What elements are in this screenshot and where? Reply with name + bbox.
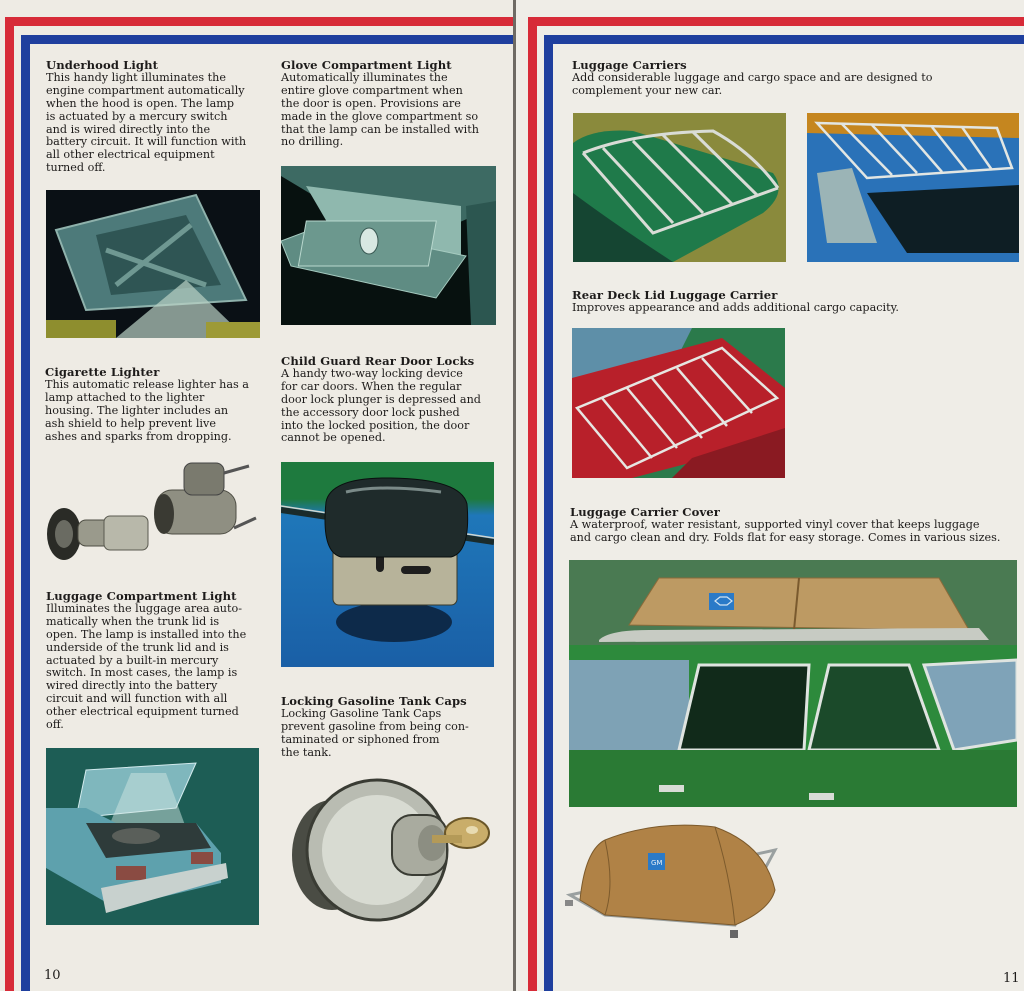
red-border-top [528,17,1024,26]
luggage-compartment-light-section [46,590,268,732]
item-desc-line: into the locked position, the door [281,418,470,432]
item-desc-line: A waterproof, water resistant, supported vinyl cover that keeps luggage [570,517,980,531]
item-desc-line: wired directly into the battery [46,679,218,693]
item-desc-line: the accessory door lock pushed [281,405,460,419]
item-desc-line: circuit and will function with all [46,692,228,706]
item-desc-line: no drilling. [281,135,344,149]
item-desc-line: ashes and sparks from dropping. [45,429,232,443]
item-desc-line: Automatically illuminates the [281,70,448,84]
carrier-cover-cutout-photo [565,815,787,940]
item-desc-line: battery circuit. It will function with [46,135,247,149]
gm-logo: GM [651,859,663,867]
glove-compartment-light-illustration [281,166,496,325]
item-desc-line: turned off. [46,161,106,175]
blue-border-left [544,35,553,991]
item-desc-line: Improves appearance and adds additional cargo capacity. [572,300,899,314]
item-title: Luggage Compartment Light [46,589,237,603]
page-number-left: 10 [44,968,61,983]
station-wagon-with-cover-photo [569,560,1017,807]
glove-compartment-light-section [281,59,501,149]
blue-border-top [21,35,514,44]
item-desc-line: underside of the trunk lid and is [46,640,229,654]
underhood-light-section [46,59,266,175]
item-desc-line: engine compartment automatically [46,83,245,97]
item-desc-line: housing. The lighter includes an [45,403,229,417]
red-deck-lid-carrier-photo [572,328,785,478]
luggage-carriers-section [572,59,1012,98]
carrier-cover-section [570,506,1024,545]
item-title: Luggage Carrier Cover [570,505,720,519]
item-desc-line: for car doors. When the regular [281,379,462,393]
item-title: Child Guard Rear Door Locks [281,354,475,368]
item-title: Locking Gasoline Tank Caps [281,694,467,708]
item-desc-line: prevent gasoline from being con- [281,719,469,733]
item-desc-line: taminated or siphoned from [281,732,440,746]
item-desc-line: Locking Gasoline Tank Caps [281,706,442,720]
item-desc-line: This automatic release lighter has a [45,377,249,391]
item-title: Underhood Light [46,58,159,72]
red-border-left [5,17,14,991]
item-desc-line: matically when the trunk lid is [46,614,220,628]
item-desc-line: door lock plunger is depressed and [281,392,481,406]
cigarette-lighter-section [45,366,267,443]
blue-roof-carrier-photo [807,113,1019,262]
item-desc-line: other electrical equipment turned [46,705,239,719]
locking-gas-caps-section [281,695,503,760]
item-desc-line: Add considerable luggage and cargo space and are designed to [572,70,933,84]
item-desc-line: lamp attached to the lighter [45,390,205,404]
item-desc-line: made in the glove compartment so [281,109,479,123]
item-desc-line: complement your new car. [572,83,723,97]
green-roof-carrier-photo [573,113,786,262]
door-lock-illustration [281,462,494,667]
item-desc-line: all other electrical equipment [46,148,215,162]
item-desc-line: off. [46,718,64,732]
item-desc-line: switch. In most cases, the lamp is [46,666,238,680]
item-desc-line: is actuated by a mercury switch [46,109,228,123]
cigarette-lighter-illustration [44,458,259,568]
item-desc-line: This handy light illuminates the [46,70,226,84]
item-desc-line: A handy two-way locking device [281,366,463,380]
item-desc-line: that the lamp can be installed with [281,122,479,136]
item-desc-line: when the hood is open. The lamp [46,96,235,110]
item-desc-line: cannot be opened. [281,431,386,445]
page-number-right: 11 [1003,971,1020,986]
item-desc-line: Illuminates the luggage area auto- [46,601,242,615]
item-title: Rear Deck Lid Luggage Carrier [572,288,778,302]
item-desc-line: ash shield to help prevent live [45,416,216,430]
item-desc-line: actuated by a built-in mercury [46,653,219,667]
underhood-light-illustration [46,190,260,338]
item-title: Glove Compartment Light [281,58,452,72]
red-border-left [528,17,537,991]
child-guard-door-locks-section [281,355,503,445]
item-desc-line: the tank. [281,745,332,759]
item-title: Luggage Carriers [572,58,687,72]
blue-border-top [544,35,1024,44]
item-desc-line: and cargo clean and dry. Folds flat for easy storage. Comes in various sizes. [570,530,1001,544]
blue-border-left [21,35,30,991]
gas-cap-illustration [282,775,494,930]
right-page [516,0,1024,991]
trunk-light-illustration [46,748,259,925]
item-title: Cigarette Lighter [45,365,160,379]
item-desc-line: the door is open. Provisions are [281,96,461,110]
item-desc-line: entire glove compartment when [281,83,463,97]
item-desc-line: open. The lamp is installed into the [46,627,247,641]
red-border-top [5,17,514,26]
rear-deck-carrier-section [572,289,1012,315]
item-desc-line: and is wired directly into the [46,122,211,136]
